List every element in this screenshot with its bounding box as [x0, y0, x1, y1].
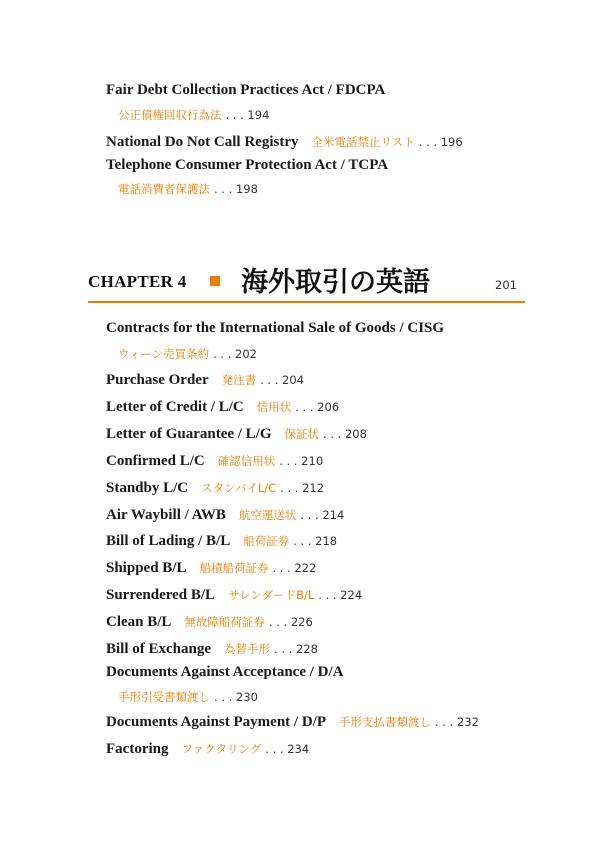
entry-japanese-title: 手形支払書類渡し: [339, 715, 431, 729]
entry-page-ref: . . . 208: [323, 427, 367, 441]
toc-entry-14: [106, 740, 309, 758]
toc-entry-6: [106, 506, 344, 524]
entry-english-title: Telephone Consumer Protection Act / TCPA: [106, 157, 389, 173]
entry-english-title: Documents Against Payment / D/P: [106, 714, 326, 730]
entry-english-title: Confirmed L/C: [106, 453, 205, 469]
entry-japanese-title: 保証状: [284, 427, 320, 441]
entry-sub-line: [118, 345, 257, 363]
toc-entry-7: [106, 532, 337, 550]
entry-page-ref: . . . 202: [213, 347, 257, 361]
entry-english-title: Bill of Lading / B/L: [106, 533, 231, 549]
entry-english-title: Letter of Credit / L/C: [106, 399, 244, 415]
entry-japanese-title: スタンバイL/C: [201, 481, 277, 495]
entry-japanese-title: 為替手形: [224, 642, 271, 656]
entry-page-ref: . . . 214: [300, 508, 345, 522]
toc-entry-9: [106, 586, 362, 604]
entry-japanese-title: 信用状: [256, 400, 292, 414]
entry-page-ref: . . . 204: [260, 373, 305, 387]
toc-entry-3: [106, 425, 367, 443]
entry-sub-line: [118, 106, 269, 124]
entry-page-ref: . . . 194: [225, 108, 270, 122]
entry-page-ref: . . . 224: [318, 588, 363, 602]
entry-japanese-title: 全米電話禁止リスト: [311, 135, 415, 149]
entry-page-ref: . . . 196: [418, 135, 463, 149]
entry-japanese-title: 船積船荷証券: [199, 561, 269, 575]
toc-entry-2: [106, 398, 339, 416]
entry-english-title: Contracts for the International Sale of Goods / CISG: [106, 320, 445, 336]
chapter-label: CHAPTER 4: [88, 272, 187, 291]
entry-japanese-title: サレンダードB/L: [228, 588, 315, 602]
chapter-page-number: 201: [495, 278, 517, 292]
entry-japanese-title: 公正債権回収行為法: [118, 108, 222, 122]
entry-page-ref: . . . 210: [279, 454, 324, 468]
toc-entry-13: [106, 713, 479, 731]
toc-entry-5: [106, 479, 324, 497]
entry-english-title: Clean B/L: [106, 614, 172, 630]
toc-entry-4: [106, 452, 323, 470]
toc-entry-11: [106, 640, 318, 658]
toc-entry-10: [106, 613, 313, 631]
entry-english-title: Shipped B/L: [106, 560, 187, 576]
entry-sub-line: [118, 180, 258, 198]
entry-japanese-title: 船荷証券: [243, 534, 290, 548]
entry-english-title: Surrendered B/L: [106, 587, 216, 603]
entry-japanese-title: 手形引受書類渡し: [118, 690, 210, 704]
entry-page-ref: . . . 198: [214, 182, 258, 196]
entry-page-ref: . . . 222: [272, 561, 317, 575]
entry-page-ref: . . . 226: [268, 615, 313, 629]
toc-entry-1: [106, 371, 304, 389]
entry-english-title: National Do Not Call Registry: [106, 134, 299, 150]
entry-page-ref: . . . 212: [280, 481, 325, 495]
square-bullet-icon: [210, 276, 220, 286]
entry-japanese-title: 確認信用状: [217, 454, 276, 468]
entry-english-title: Letter of Guarantee / L/G: [106, 426, 272, 442]
entry-english-title: Standby L/C: [106, 480, 189, 496]
entry-japanese-title: 航空運送状: [238, 508, 297, 522]
prev-entry-1: [106, 133, 463, 151]
entry-english-title: Factoring: [106, 741, 169, 757]
entry-japanese-title: 発注書: [221, 373, 257, 387]
chapter-title: 海外取引の英語: [241, 267, 430, 298]
entry-page-ref: . . . 218: [293, 534, 338, 548]
entry-japanese-title: 電話消費者保護法: [118, 182, 210, 196]
chapter-divider: [88, 301, 525, 303]
chapter-heading: [88, 262, 525, 300]
entry-page-ref: . . . 228: [274, 642, 318, 656]
entry-page-ref: . . . 230: [214, 690, 258, 704]
entry-english-title: Purchase Order: [106, 372, 209, 388]
entry-page-ref: . . . 234: [265, 742, 310, 756]
toc-entry-8: [106, 559, 316, 577]
entry-english-title: Fair Debt Collection Practices Act / FDCPA: [106, 82, 386, 98]
entry-japanese-title: ファクタリング: [181, 742, 262, 756]
entry-japanese-title: ウィーン売買条約: [118, 347, 210, 361]
entry-english-title: Air Waybill / AWB: [106, 507, 226, 523]
entry-english-title: Documents Against Acceptance / D/A: [106, 664, 344, 680]
entry-page-ref: . . . 232: [435, 715, 479, 729]
entry-japanese-title: 無故障船荷証券: [184, 615, 265, 629]
entry-page-ref: . . . 206: [295, 400, 340, 414]
entry-english-title: Bill of Exchange: [106, 641, 212, 657]
entry-sub-line: [118, 688, 258, 706]
